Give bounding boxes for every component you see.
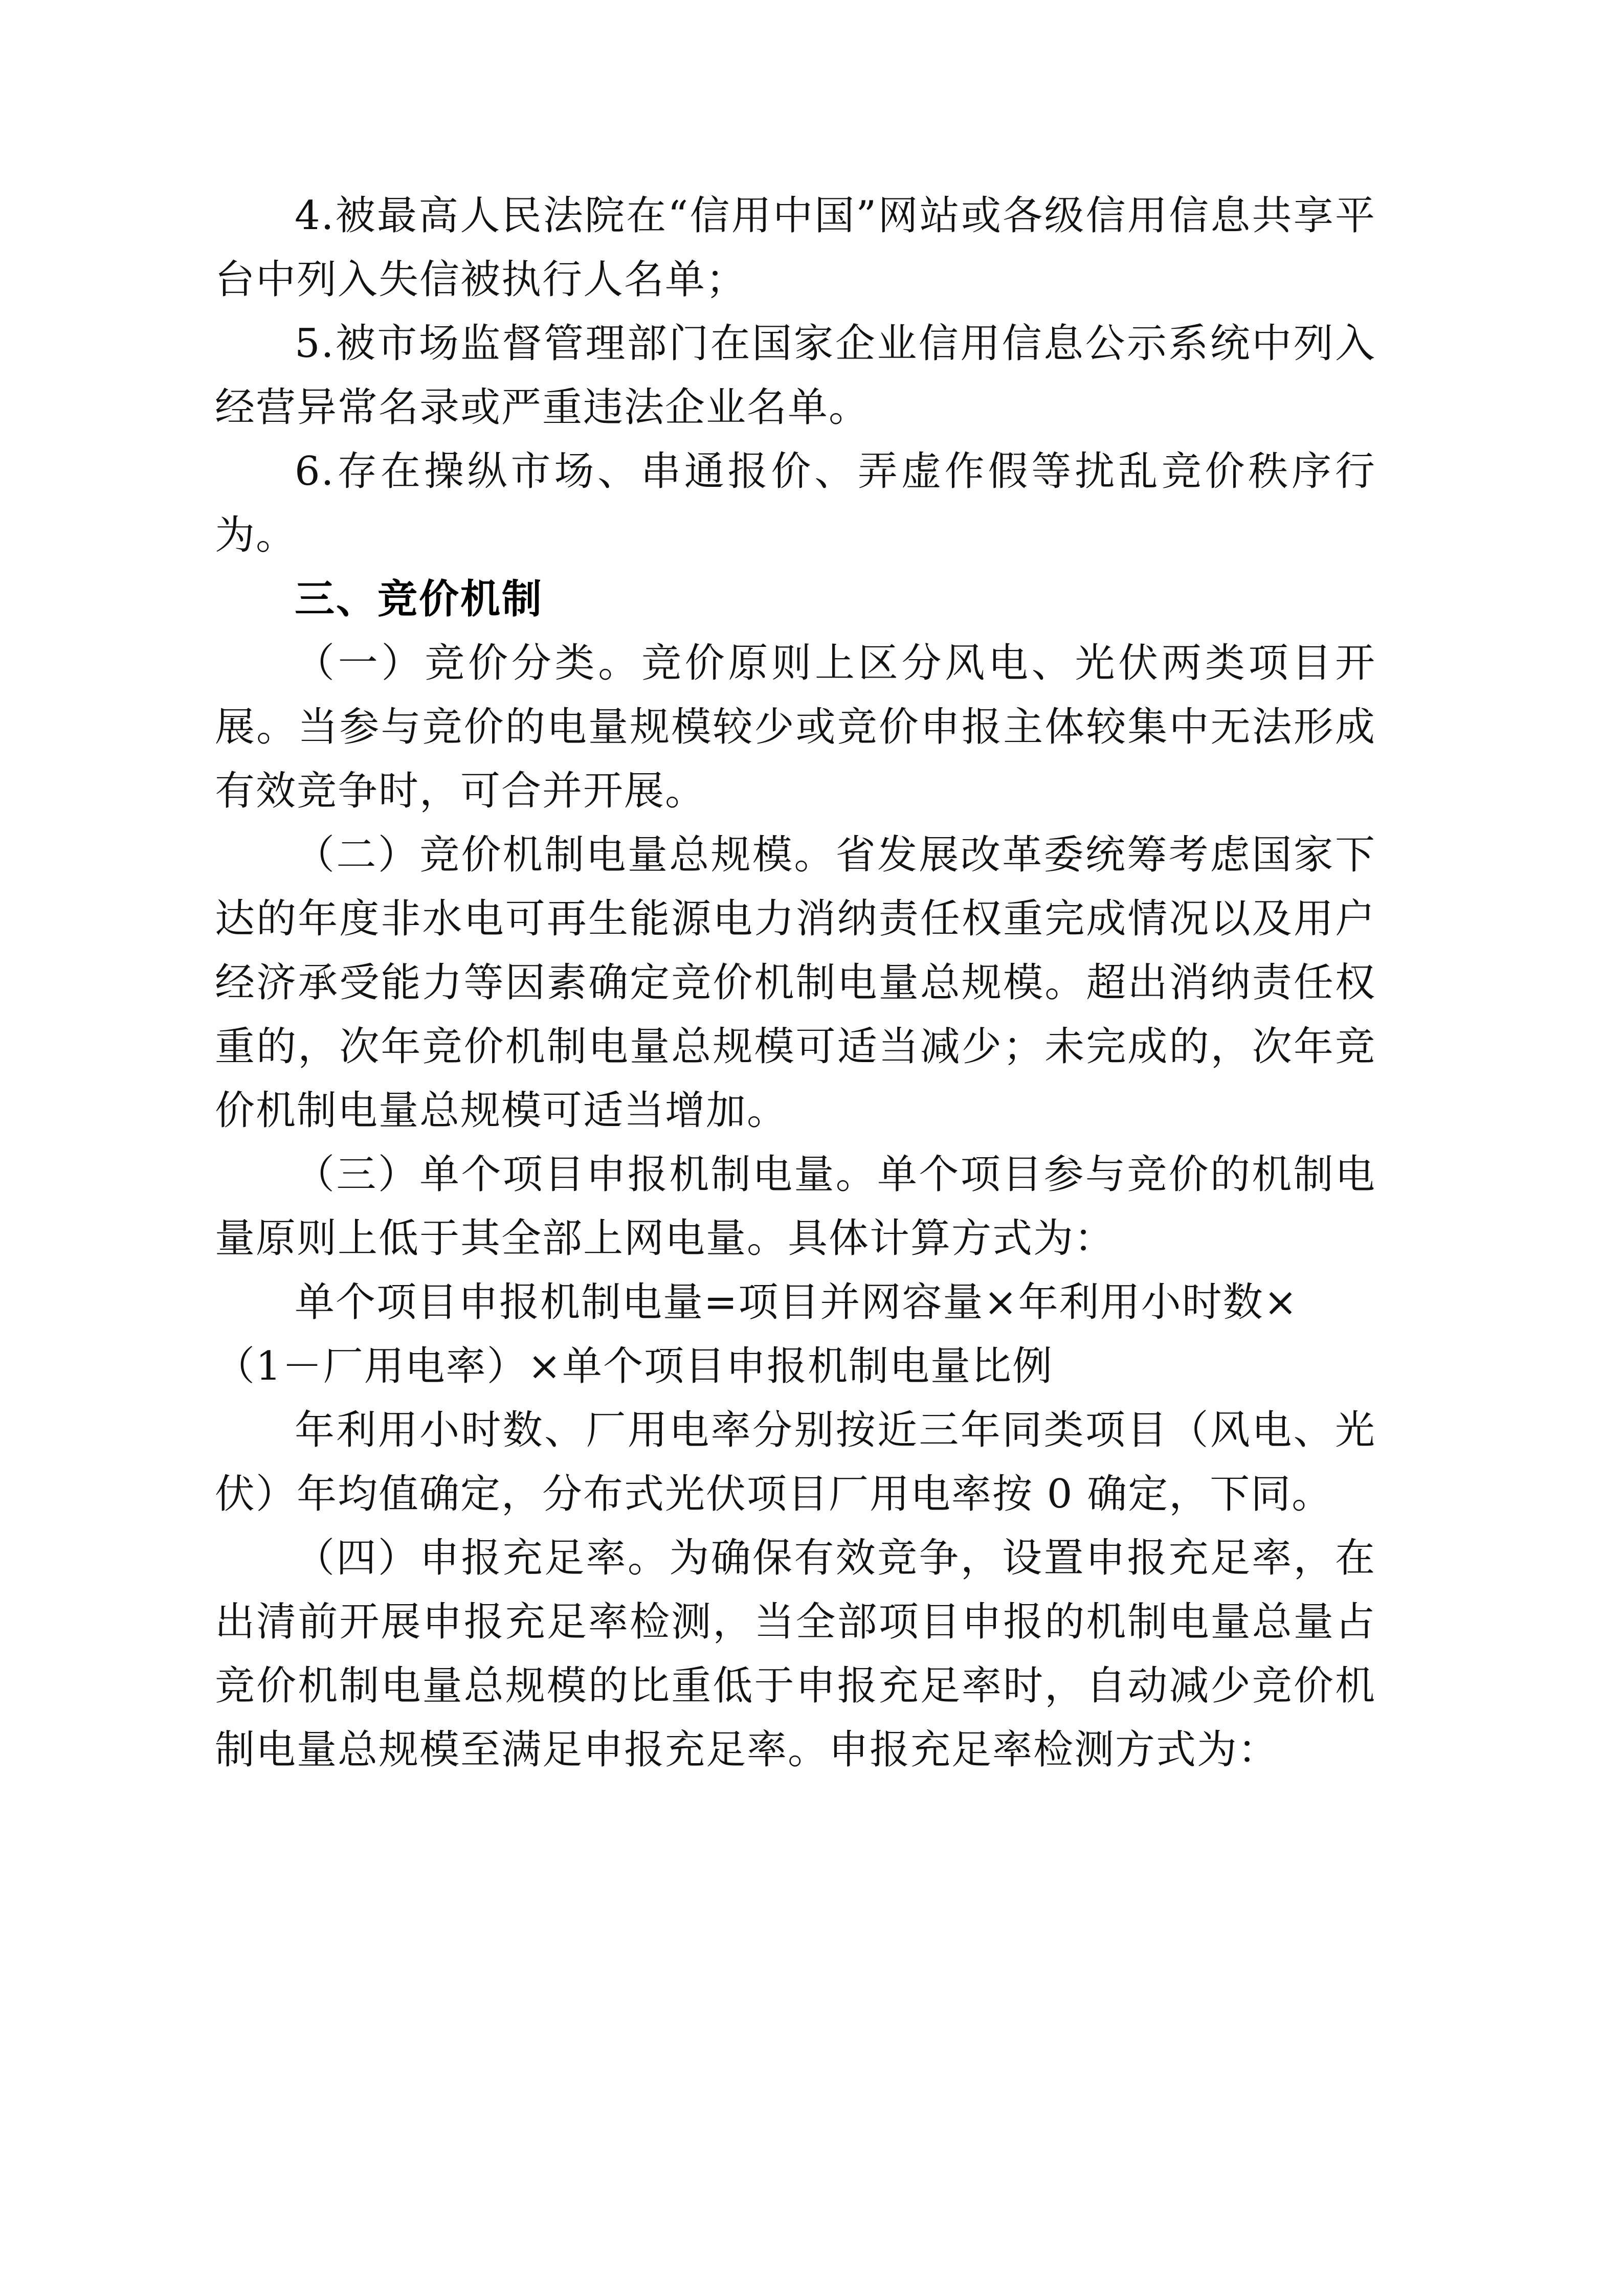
- clause-four-declaration-sufficiency-rate: （四）申报充足率。为确保有效竞争，设置申报充足率，在出清前开展申报充足率检测，当全部项目申报的机制电量总量占竞价机制电量总规模的比重低于申报充足率时，自动减少竞价机制电量总规模至满足申报充足率。申报充足率检测方式为：: [215, 1535, 1376, 1773]
- document-text-column: [215, 184, 1376, 1782]
- clause-two-total-scale: （二）竞价机制电量总规模。省发展改革委统筹考虑国家下达的年度非水电可再生能源电力消纳责任权重完成情况以及用户经济承受能力等因素确定竞价机制电量总规模。超出消纳责任权重的，次年竞价机制电量总规模可适当减少；未完成的，次年竞价机制电量总规模可适当增加。: [215, 832, 1376, 1134]
- formula-note-paragraph: 年利用小时数、厂用电率分别按近三年同类项目（风电、光伏）年均值确定，分布式光伏项目厂用电率按 0 确定，下同。: [215, 1407, 1376, 1517]
- list-item-6: 6.存在操纵市场、串通报价、弄虚作假等扰乱竞价秩序行为。: [215, 448, 1376, 558]
- list-item-4: 4.被最高人民法院在“信用中国”网站或各级信用信息共享平台中列入失信被执行人名单；: [215, 193, 1376, 303]
- clause-three-single-project-volume: （三）单个项目申报机制电量。单个项目参与竞价的机制电量原则上低于其全部上网电量。具体计算方式为：: [215, 1152, 1376, 1262]
- formula-line-first: 单个项目申报机制电量=项目并网容量×年利用小时数×: [295, 1279, 1299, 1325]
- list-item-5: 5.被市场监督管理部门在国家企业信用信息公示系统中列入经营异常名录或严重违法企业名单。: [215, 321, 1376, 431]
- section-heading-bidding-mechanism: 三、竞价机制: [295, 576, 544, 622]
- formula-line-second: （1－厂用电率）×单个项目申报机制电量比例: [215, 1343, 1053, 1389]
- clause-one-bidding-classification: （一）竞价分类。竞价原则上区分风电、光伏两类项目开展。当参与竞价的电量规模较少或竞价申报主体较集中无法形成有效竞争时，可合并开展。: [215, 640, 1376, 814]
